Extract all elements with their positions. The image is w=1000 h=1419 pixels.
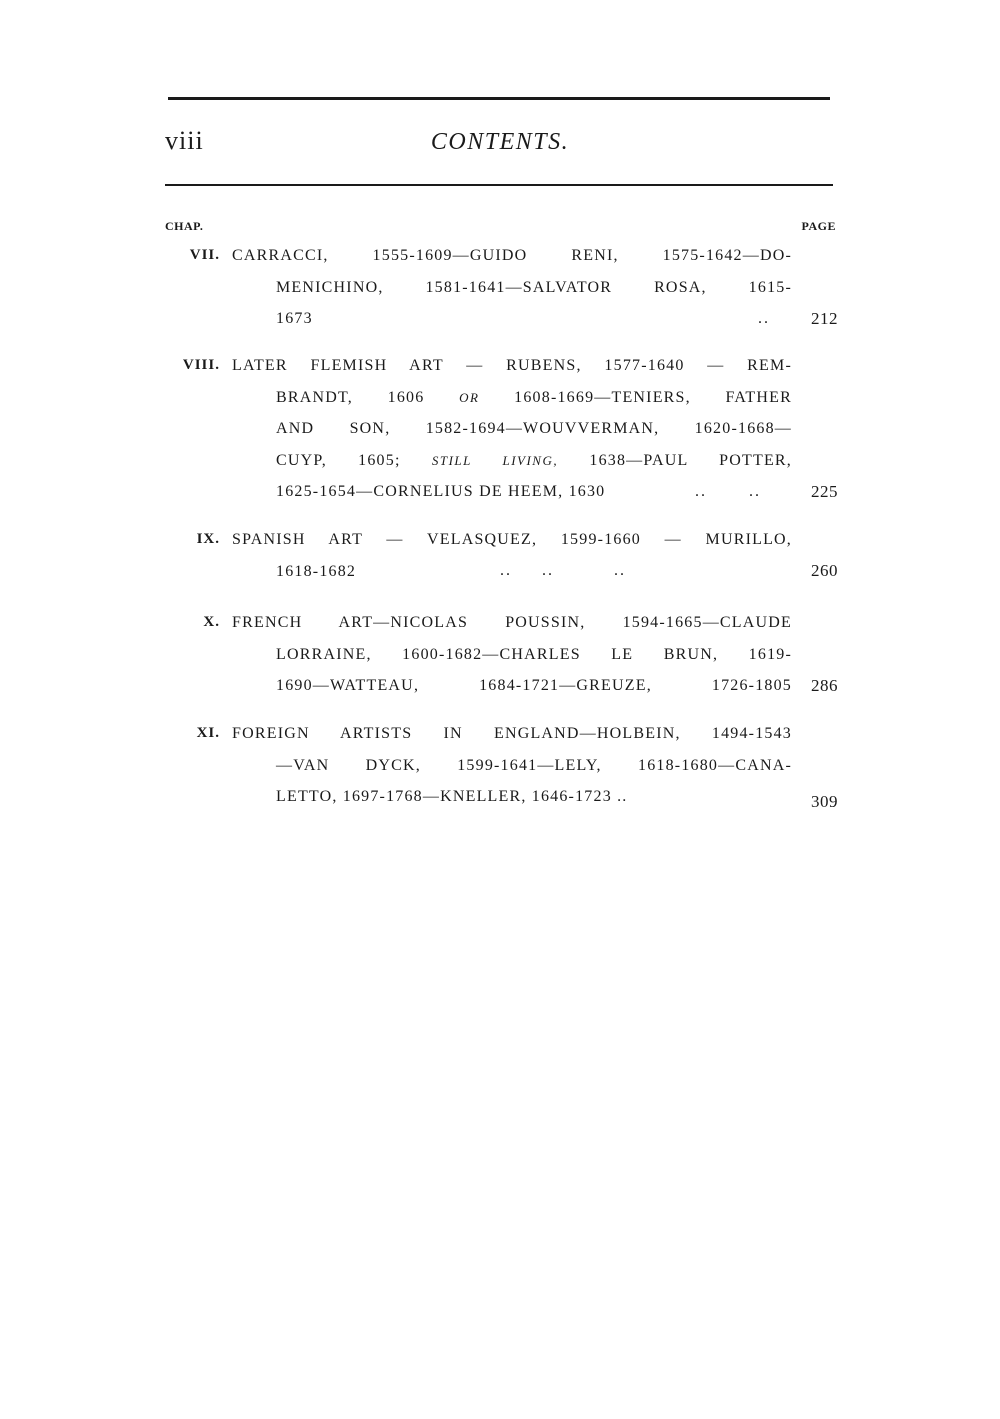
entry-line: LETTO, 1697-1768—KNELLER, 1646-1723 .. [276,788,628,805]
dot-leader: .. [617,788,628,805]
chapter-number: X. [203,614,220,630]
chap-column-label: CHAP. [165,219,204,233]
header-rule-top [168,97,830,100]
chapter-number: VII. [189,247,220,263]
page-ref: 260 [811,561,838,580]
entry-line: FOREIGN ARTISTS IN ENGLAND—HOLBEIN, 1494-1543 [232,725,792,742]
page-ref: 225 [811,482,838,501]
entry-line: BRANDT, 1606 OR 1608-1669—TENIERS, FATHER [276,388,792,406]
dot-leader: .. [758,310,770,327]
header-rule-bottom [165,184,833,186]
chapter-number: XI. [196,725,220,741]
entry-line: LATER FLEMISH ART — RUBENS, 1577-1640 — REM- [232,357,792,374]
entry-line: LORRAINE, 1600-1682—CHARLES LE BRUN, 1619- [276,645,792,663]
entry-line: 1690—WATTEAU, 1684-1721—GREUZE, 1726-1805 [276,677,792,694]
entry-line: 1673 [276,310,313,327]
dot-leader: .. .. [695,483,761,500]
entry-line: FRENCH ART—NICOLAS POUSSIN, 1594-1665—CLAUDE [232,614,792,631]
entry-line: 1625-1654—CORNELIUS DE HEEM, 1630 [276,483,606,500]
entry-line: SPANISH ART — VELASQUEZ, 1599-1660 — MURILLO, [232,531,792,548]
page-column-label: PAGE [801,219,836,233]
entry-line: AND SON, 1582-1694—WOUVVERMAN, 1620-1668— [276,420,792,437]
italic-word: OR [459,389,480,405]
chapter-number: IX. [196,531,220,547]
running-title: CONTENTS. [430,129,570,155]
entry-line: —VAN DYCK, 1599-1641—LELY, 1618-1680—CANA- [276,756,792,774]
entry-line: MENICHINO, 1581-1641—SALVATOR ROSA, 1615- [276,278,792,296]
chapter-number: VIII. [182,357,220,373]
entry-line: CARRACCI, 1555-1609—GUIDO RENI, 1575-1642—DO- [232,247,792,264]
page-ref: 286 [811,676,838,695]
page-number: viii [165,126,204,155]
italic-phrase: STILL LIVING, [431,452,559,468]
dot-leader: .. .. .. [500,562,626,579]
entry-line: CUYP, 1605; STILL LIVING, 1638—PAUL POTTER, [276,451,792,469]
entry-line: 1618-1682 [276,562,357,580]
page-ref: 309 [811,792,838,811]
page-ref: 212 [811,309,838,328]
